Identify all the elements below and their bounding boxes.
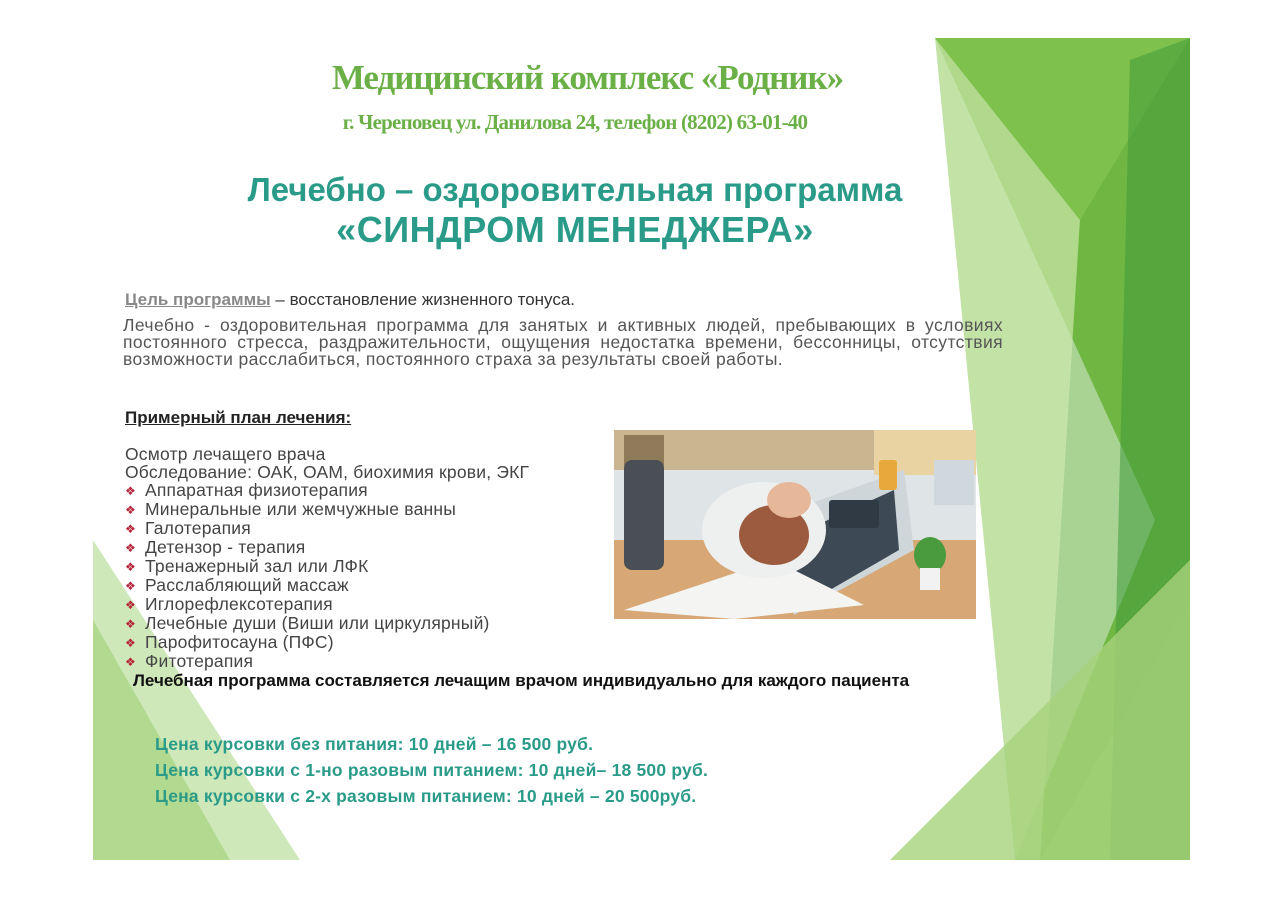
diamond-bullet-icon: ❖ [125, 636, 136, 650]
diamond-bullet-icon: ❖ [125, 579, 136, 593]
diamond-bullet-icon: ❖ [125, 522, 136, 536]
list-item: ❖ Детензор - терапия [125, 537, 306, 557]
plan-list [125, 445, 529, 671]
diamond-bullet-icon: ❖ [125, 560, 136, 574]
program-title-line1: Лечебно – оздоровительная программа [247, 171, 903, 208]
goal-label: Цель программы [125, 290, 271, 309]
plan-intro-item: Обследование: ОАК, ОАМ, биохимия крови, ЭКГ [125, 462, 530, 482]
program-title-line2: «СИНДРОМ МЕНЕДЖЕРА» [336, 209, 814, 250]
list-item: ❖ Галотерапия [125, 518, 251, 538]
program-goal [125, 290, 575, 310]
clinic-address: г. Череповец ул. Данилова 24, телефон (8202) 63-01-40 [342, 110, 808, 134]
goal-text: – восстановление жизненного тонуса. [270, 290, 576, 309]
diamond-bullet-icon: ❖ [125, 484, 136, 498]
price-row: Цена курсовки с 2-х разовым питанием: 10 дней – 20 500руб. [155, 786, 697, 806]
program-note: Лечебная программа составляется лечащим врачом индивидуально для каждого пациента [133, 671, 910, 690]
stressed-manager-photo [614, 430, 976, 619]
diamond-bullet-icon: ❖ [125, 503, 136, 517]
price-row: Цена курсовки с 1-но разовым питанием: 10 дней– 18 500 руб. [155, 760, 709, 780]
list-item: ❖ Фитотерапия [125, 651, 254, 671]
list-item: ❖ Расслабляющий массаж [125, 575, 349, 595]
diamond-bullet-icon: ❖ [125, 541, 136, 555]
list-item: ❖ Тренажерный зал или ЛФК [125, 556, 369, 576]
price-row: Цена курсовки без питания: 10 дней – 16 500 руб. [155, 734, 594, 754]
diamond-bullet-icon: ❖ [125, 655, 136, 669]
diamond-bullet-icon: ❖ [125, 598, 136, 612]
list-item: ❖ Парофитосауна (ПФС) [125, 632, 334, 652]
diamond-bullet-icon: ❖ [125, 617, 136, 631]
plan-intro-item: Осмотр лечащего врача [125, 444, 326, 464]
list-item: ❖ Минеральные или жемчужные ванны [125, 499, 457, 519]
list-item: ❖ Аппаратная физиотерапия [125, 480, 368, 500]
list-item: ❖ Лечебные души (Виши или циркулярный) [125, 613, 490, 633]
program-description: Лечебно - оздоровительная программа для занятых и активных людей, пребывающих в условиях постоянного стресса, раздражительности, ощущения недостатка времени, бессонницы, отсутствия возможности расслабиться, постоянного страха за результаты своей работы. [123, 315, 1003, 369]
clinic-title: Медицинский комплекс «Родник» [331, 58, 844, 97]
program-title [0, 170, 1150, 250]
list-item: ❖ Иглорефлексотерапия [125, 594, 333, 614]
price-list [155, 731, 708, 809]
plan-heading: Примерный план лечения: [125, 408, 352, 427]
